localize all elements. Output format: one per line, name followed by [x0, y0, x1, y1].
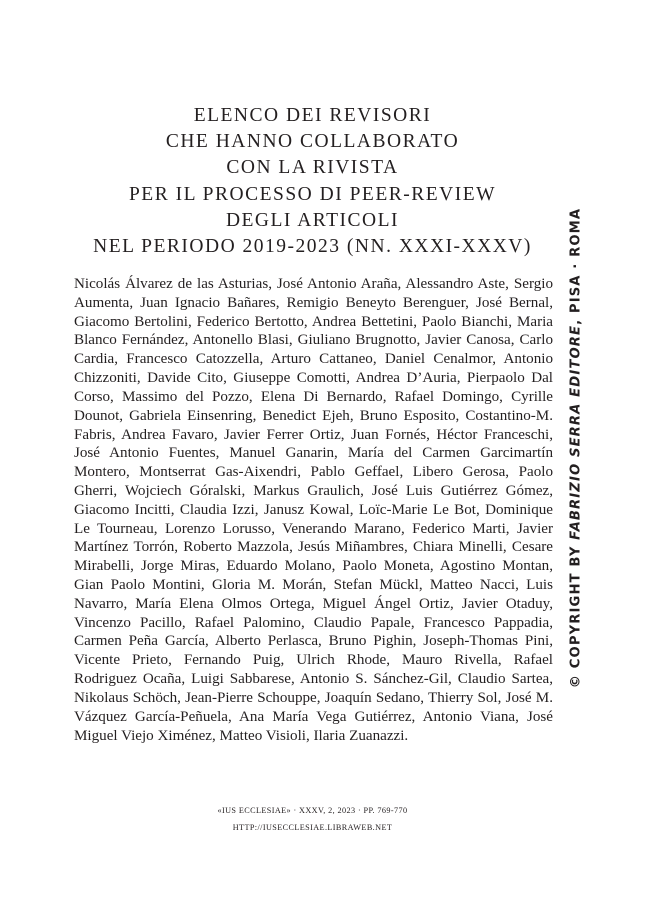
footer-url: HTTP://IUSECCLESIAE.LIBRAWEB.NET — [232, 823, 393, 832]
title-line-4: PER IL PROCESSO DI PEER-REVIEW — [128, 183, 497, 205]
page-title — [70, 103, 555, 260]
title-line-3: CON LA RIVISTA — [226, 157, 399, 179]
title-line-2: CHE HANNO COLLABORATO — [165, 131, 460, 153]
title-line-5: DEGLI ARTICOLI — [225, 209, 400, 231]
copyright-publisher: FABRIZIO SERRA EDITORE — [568, 324, 584, 540]
copyright-suffix: , PISA · ROMA — [568, 207, 584, 325]
reviewers-list: Nicolás Álvarez de las Asturias, José Antonio Araña, Alessandro Aste, Sergio Aumenta, Juan Ignacio Bañares, Remigio Beneyto Berenguer, José Bernal, Giacomo Bertolini, Federico Bertotto, Andrea Bettetini, Paolo Bianchi, Maria Blanco Fernández, Antonello Blasi, Giuliano Brugnotto, Javier Canosa, Carlo Cardia, Francesco Catozzella, Arturo Cattaneo, Daniel Cenalmor, Antonio Chizzoniti, Davide Cito, Giuseppe Comotti, Andrea D’Auria, Pierpaolo Dal Corso, Massimo del Pozzo, Elena Di Bernardo, Rafael Domingo, Cyrille Dounot, Gabriela Einsenring, Benedict Ejeh, Bruno Esposito, Costantino-M. Fabris, Andrea Favaro, Javier Ferrer Ortiz, Juan Fornés, Héctor Franceschi, José Antonio Fuentes, Manuel Ganarin, María del Carmen Garcimartín Montero, Montserrat Gas-Aixendri, Pablo Geffael, Libero Gerosa, Paolo Gherri, Wojciech Góralski, Markus Graulich, José Luis Gutiérrez Gómez, Giacomo Incitti, Claudia Izzi, Janusz Kowal, Loïc-Marie Le Bot, Dominique Le Tourneau, Lorenzo Lorusso, Venerando Marano, Federico Marti, Javier Martínez Torrón, Roberto Mazzola, Jesús Miñambres, Chiara Minelli, Cesare Mirabelli, Jorge Miras, Eduardo Molano, Paolo Moneta, Agostino Montan, Gian Paolo Montini, Gloria M. Morán, Stefan Mückl, Matteo Nacci, Luis Navarro, María Elena Olmos Ortega, Miguel Ángel Ortiz, Javier Otaduy, Vincenzo Pacillo, Rafael Palomino, Claudio Papale, Francesco Pappadia, Carmen Peña García, Alberto Perlasca, Bruno Pighin, Joseph-Thomas Pini, Vicente Prieto, Fernando Puig, Ulrich Rhode, Mauro Rivella, Rafael Rodriguez Ocaña, Luigi Sabbarese, Antonio S. Sánchez-Gil, Claudio Sartea, Nikolaus Schöch, Jean-Pierre Schouppe, Joaquín Sedano, Thierry Sol, José M. Vázquez García-Peñuela, Ana María Vega Gutiérrez, Antonio Viana, José Miguel Viejo Ximénez, Matteo Visioli, Ilaria Zuanazzi. — [74, 276, 553, 744]
title-line-6: NEL PERIODO 2019-2023 (NN. XXXI-XXXV) — [93, 236, 532, 258]
copyright-prefix: © COPYRIGHT BY — [568, 539, 584, 689]
title-line-1: ELENCO DEI REVISORI — [193, 105, 432, 126]
copyright-text — [569, 208, 584, 688]
footer-citation: «IUS ECCLESIAE» · XXXV, 2, 2023 · PP. 769-770 — [217, 806, 408, 815]
